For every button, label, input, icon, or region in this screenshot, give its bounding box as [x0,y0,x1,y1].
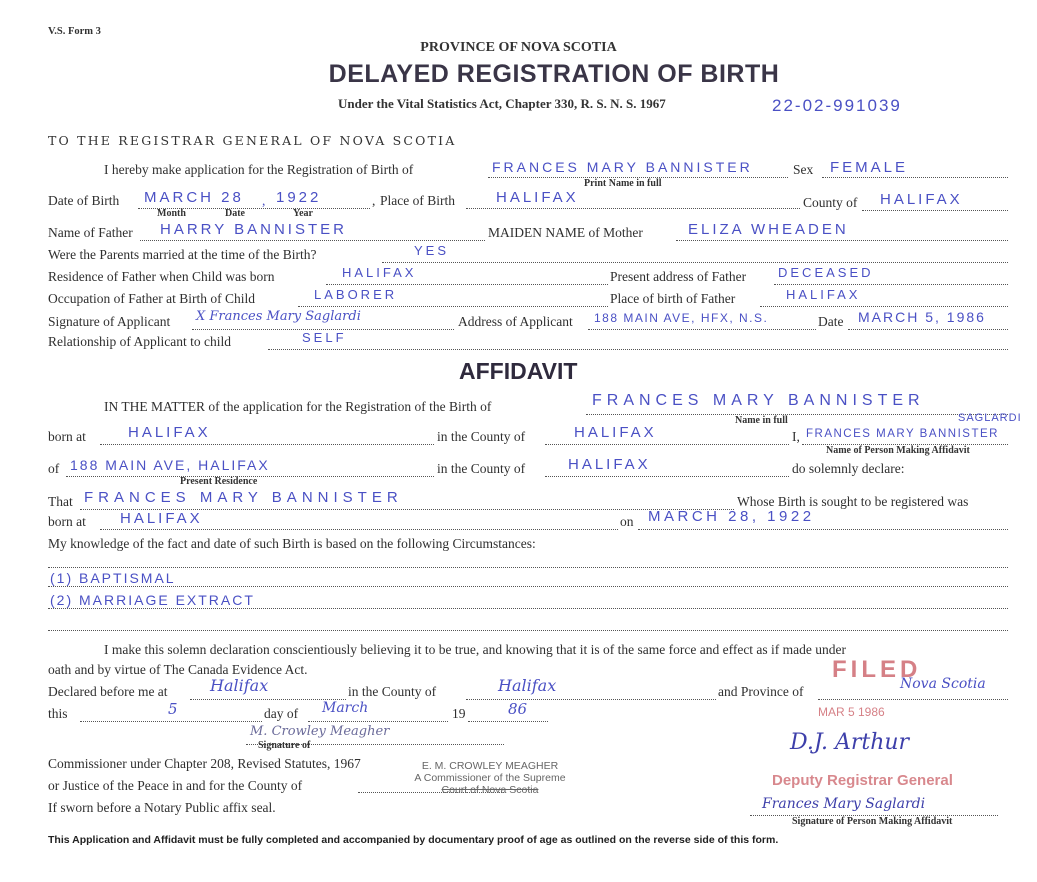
filed-stamp: FILED [832,656,922,683]
declared-province: Nova Scotia [900,676,986,692]
place-of-birth-label: Place of Birth [380,193,455,208]
i-label: I, [792,429,800,444]
father-birthplace-label: Place of birth of Father [610,291,736,306]
declared-place: Halifax [210,676,269,695]
knowledge-label: My knowledge of the fact and date of such Birth is based on the following Circumstances: [48,536,536,551]
father-residence-label: Residence of Father when Child was born [48,269,275,284]
matter-label: IN THE MATTER of the application for the Registration of the Birth of [104,399,492,414]
registrar-signature: D.J. Arthur [790,730,910,755]
affidavit-county: HALIFAX [574,424,657,441]
father-residence: HALIFAX [342,265,417,280]
relationship: SELF [302,330,347,345]
dob-label: Date of Birth [48,193,120,208]
affiant-correction: SAGLARDI [958,412,1022,424]
province-heading: PROVINCE OF NOVA SCOTIA [420,40,617,55]
applicant-address-label: Address of Applicant [458,314,573,329]
year-caption: Year [293,208,313,219]
affidavit-title: AFFIDAVIT [459,358,578,384]
name-caption: Name in full [735,415,788,426]
sex-label: Sex [793,162,814,177]
residence-caption: Present Residence [180,476,258,487]
born-at-2: HALIFAX [120,510,203,527]
child-name: FRANCES MARY BANNISTER [492,159,753,175]
mother-maiden-name: ELIZA WHEADEN [688,221,849,238]
addressee: TO THE REGISTRAR GENERAL OF NOVA SCOTIA [48,133,457,148]
date-caption: Date [225,208,245,219]
born-at-label: born at [48,429,86,444]
whose-birth-label: Whose Birth is sought to be registered was [737,494,969,509]
born-at-label-2: born at [48,514,86,529]
county-label-2: in the County of [437,461,526,476]
print-name-caption: Print Name in full [584,178,662,189]
applicant-address: 188 MAIN AVE, HFX, N.S. [594,311,769,325]
mother-maiden-label: MAIDEN NAME of Mother [488,225,643,240]
relationship-label: Relationship of Applicant to child [48,334,231,349]
dob-month-day: MARCH 28 [144,189,244,206]
declared-year: 86 [508,700,528,718]
notary-label: If sworn before a Notary Public affix seal. [48,800,276,815]
filed-date-stamp: MAR 5 1986 [818,705,885,719]
declared-label: Declared before me at [48,684,168,699]
page-title: DELAYED REGISTRATION OF BIRTH [328,60,780,88]
sex-value: FEMALE [830,159,909,176]
of-label: of [48,461,60,476]
registration-number: 22-02-991039 [772,96,902,115]
person-signature: Frances Mary Saglardi [762,796,926,812]
circumstance-1: (1) BAPTISMAL [50,570,176,586]
dob-year: 1922 [276,189,322,206]
father-name-label: Name of Father [48,225,133,240]
this-label: this [48,706,68,721]
form-number: V.S. Form 3 [48,26,101,37]
commissioner-label: Commissioner under Chapter 208, Revised Statutes, 1967 [48,756,361,771]
born-at: HALIFAX [128,424,211,441]
county: HALIFAX [880,191,963,208]
page-subtitle: Under the Vital Statistics Act, Chapter 330, R. S. N. S. 1967 [338,96,666,111]
county-label: County of [803,195,858,210]
year-prefix: 19 [452,706,466,721]
on-date: MARCH 28, 1922 [648,508,815,525]
commissioner-signature: M. Crowley Meagher [250,724,390,739]
registrar-title: Deputy Registrar General [772,772,953,789]
that-name: FRANCES MARY BANNISTER [84,489,403,506]
that-label: That [48,494,73,509]
father-present-address: DECEASED [778,265,874,280]
province-label: and Province of [718,684,804,699]
affiant-residence: 188 MAIN AVE, HALIFAX [70,457,270,473]
affiant-caption: Name of Person Making Affidavit [826,445,970,456]
month-caption: Month [157,208,186,219]
parents-married-label: Were the Parents married at the time of the Birth? [48,247,317,262]
declared-day: 5 [168,700,178,718]
parents-married: YES [414,243,450,258]
intro-label: I hereby make application for the Registration of Birth of [104,162,414,177]
county-label-3: in the County of [348,684,437,699]
signature-of-label: Signature of [258,740,311,751]
applicant-signature: X Frances Mary Saglardi [196,309,361,324]
father-present-address-label: Present address of Father [610,269,747,284]
father-name: HARRY BANNISTER [160,221,347,238]
declaration-text-2: oath and by virtue of The Canada Evidence Act. [48,662,308,677]
declared-month: March [322,700,369,716]
person-signature-caption: Signature of Person Making Affidavit [792,816,953,827]
place-of-birth: HALIFAX [496,189,579,206]
declare-label: do solemnly declare: [792,461,905,476]
day-of-label: day of [264,706,299,721]
circumstance-2: (2) MARRIAGE EXTRACT [50,592,255,608]
father-birthplace: HALIFAX [786,287,861,302]
declared-county: Halifax [498,676,557,695]
applicant-signature-label: Signature of Applicant [48,314,171,329]
justice-label: or Justice of the Peace in and for the County of [48,778,303,793]
application-date: MARCH 5, 1986 [858,309,986,325]
affiant-name: FRANCES MARY BANNISTER [806,428,999,440]
footer-note: This Application and Affidavit must be fully completed and accompanied by documentary proof of age as outlined on the reverse side of this form. [48,834,779,846]
declaration-text: I make this solemn declaration conscientiously believing it to be true, and knowing that it is of the same force and effect as if made under [104,642,847,657]
on-label: on [620,514,634,529]
date-label: Date [818,314,844,329]
father-occupation-label: Occupation of Father at Birth of Child [48,291,255,306]
affidavit-county-2: HALIFAX [568,456,651,473]
commissioner-stamp: E. M. CROWLEY MEAGHER A Commissioner of the Supreme Court of Nova Scotia [414,760,566,796]
father-occupation: LABORER [314,287,398,302]
county-label-aff: in the County of [437,429,526,444]
affidavit-child-name: FRANCES MARY BANNISTER [592,392,925,409]
